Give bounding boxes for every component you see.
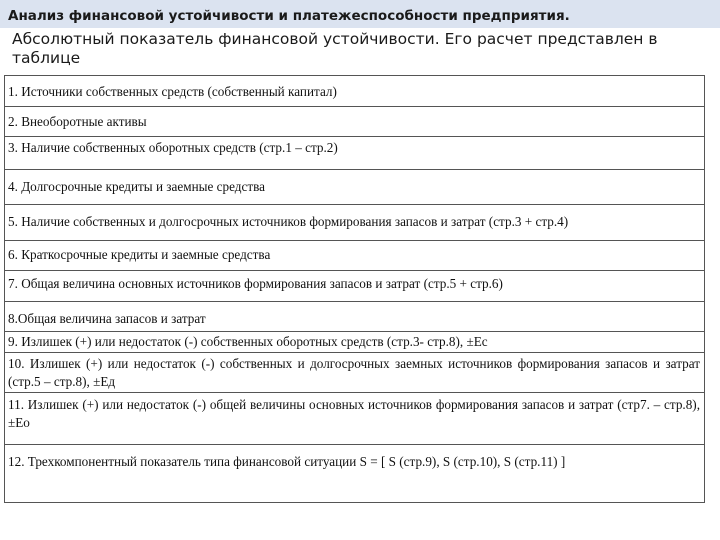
row-text: 7. Общая величина основных источников формирования запасов и затрат (стр.5 + стр.6) xyxy=(8,276,503,291)
slide-header xyxy=(0,0,720,28)
table-row xyxy=(5,137,704,170)
table-row xyxy=(5,76,704,107)
row-text: 4. Долгосрочные кредиты и заемные средства xyxy=(8,179,265,194)
row-text: 12. Трехкомпонентный показатель типа финансовой ситуации S = [ S (стр.9), S (стр.10), S (стр.11) ] xyxy=(8,454,566,469)
row-text: 3. Наличие собственных оборотных средств (стр.1 – стр.2) xyxy=(8,140,338,155)
row-text: 10. Излишек (+) или недостаток (-) собственных и долгосрочных заемных источников формирования запасов и затрат (стр.5 – стр.8), ±Ед xyxy=(8,356,700,389)
table-row xyxy=(5,170,704,205)
row-text: 5. Наличие собственных и долгосрочных источников формирования запасов и затрат (стр.3 + стр.4) xyxy=(8,214,569,229)
table-row xyxy=(5,107,704,137)
row-text: 6. Краткосрочные кредиты и заемные средства xyxy=(8,247,271,262)
table-row xyxy=(5,241,704,271)
row-text: 2. Внеоборотные активы xyxy=(8,114,147,129)
slide-title: Анализ финансовой устойчивости и платежеспособности предприятия. xyxy=(8,8,570,24)
table-row xyxy=(5,393,704,445)
table-row xyxy=(5,271,704,302)
table-row xyxy=(5,332,704,353)
row-text: 11. Излишек (+) или недостаток (-) общей величины основных источников формирования запасов и затрат (стр7. – стр.8), ±Ео xyxy=(8,397,700,430)
indicator-table xyxy=(4,75,705,503)
table-row xyxy=(5,353,704,393)
table-row xyxy=(5,445,704,502)
row-text: 8.Общая величина запасов и затрат xyxy=(8,311,206,326)
slide-subtitle: Абсолютный показатель финансовой устойчивости. Его расчет представлен в таблице xyxy=(12,30,658,67)
row-text: 9. Излишек (+) или недостаток (-) собственных оборотных средств (стр.3- стр.8), ±Ес xyxy=(8,334,488,349)
table-row xyxy=(5,302,704,332)
row-text: 1. Источники собственных средств (собственный капитал) xyxy=(8,84,337,99)
table-row xyxy=(5,205,704,241)
